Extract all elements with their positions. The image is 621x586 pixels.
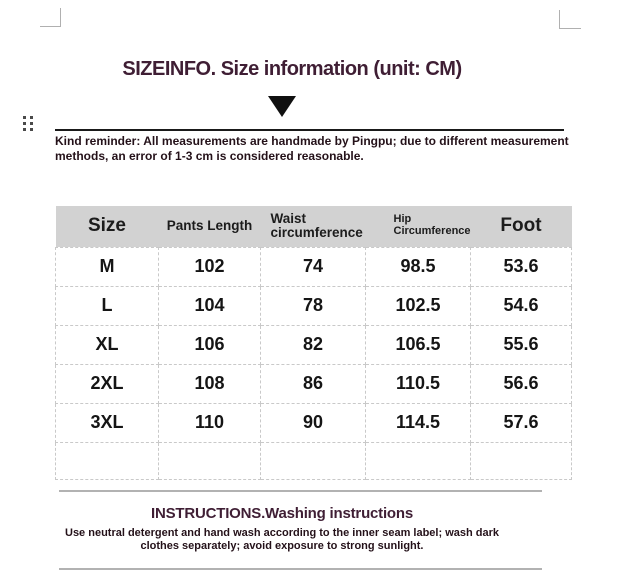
triangle-down-icon: [268, 96, 296, 117]
table-cell: 82: [261, 325, 366, 364]
table-cell-empty: [56, 442, 159, 479]
column-header-size: Size: [56, 206, 159, 247]
table-cell: 114.5: [366, 403, 471, 442]
page-title: SIZEINFO. Size information (unit: CM): [122, 58, 462, 80]
table-cell: 55.6: [471, 325, 572, 364]
table-cell: 74: [261, 247, 366, 286]
table-row: [56, 247, 572, 286]
kind-reminder-text: Kind reminder: All measurements are handmade by Pingpu; due to different measurement methods, an error of 1-3 cm is considered reasonable.: [55, 134, 569, 163]
table-cell: 110: [159, 403, 261, 442]
table-cell-empty: [366, 442, 471, 479]
table-cell: 102: [159, 247, 261, 286]
table-row: [56, 403, 572, 442]
table-row-empty: [56, 442, 572, 479]
table-cell: 98.5: [366, 247, 471, 286]
footer-divider-bottom: [59, 568, 542, 570]
column-header-waist: Waist circumference: [261, 206, 366, 247]
washing-instructions-title: INSTRUCTIONS.Washing instructions: [150, 505, 414, 522]
column-header-foot: Foot: [471, 206, 572, 247]
table-cell-empty: [471, 442, 572, 479]
table-cell: 57.6: [471, 403, 572, 442]
table-cell: 106.5: [366, 325, 471, 364]
table-row: [56, 364, 572, 403]
footer-divider-top: [59, 490, 542, 492]
table-cell: 106: [159, 325, 261, 364]
crop-corner-right-icon: [559, 10, 581, 29]
table-header-row: [56, 206, 572, 247]
table-cell-empty: [261, 442, 366, 479]
table-row: [56, 325, 572, 364]
drag-handle-dots-icon[interactable]: [23, 116, 33, 131]
table-cell: 102.5: [366, 286, 471, 325]
table-cell: XL: [56, 325, 159, 364]
table-cell: 3XL: [56, 403, 159, 442]
table-cell: L: [56, 286, 159, 325]
column-header-hip: Hip Circumference: [366, 206, 471, 247]
table-cell: 78: [261, 286, 366, 325]
table-cell: 56.6: [471, 364, 572, 403]
washing-instructions-body: Use neutral detergent and hand wash according to the inner seam label; wash dark clothes separately; avoid exposure to strong sunlight.: [65, 527, 499, 552]
table-cell: 86: [261, 364, 366, 403]
table-cell: M: [56, 247, 159, 286]
table-row: [56, 286, 572, 325]
column-header-pants-length: Pants Length: [159, 206, 261, 247]
crop-corner-left-icon: [40, 8, 61, 27]
table-cell: 53.6: [471, 247, 572, 286]
table-cell-empty: [159, 442, 261, 479]
reminder-divider: [55, 129, 564, 131]
size-table: [55, 206, 572, 480]
table-cell: 2XL: [56, 364, 159, 403]
table-cell: 108: [159, 364, 261, 403]
table-cell: 104: [159, 286, 261, 325]
table-cell: 90: [261, 403, 366, 442]
table-cell: 110.5: [366, 364, 471, 403]
table-cell: 54.6: [471, 286, 572, 325]
